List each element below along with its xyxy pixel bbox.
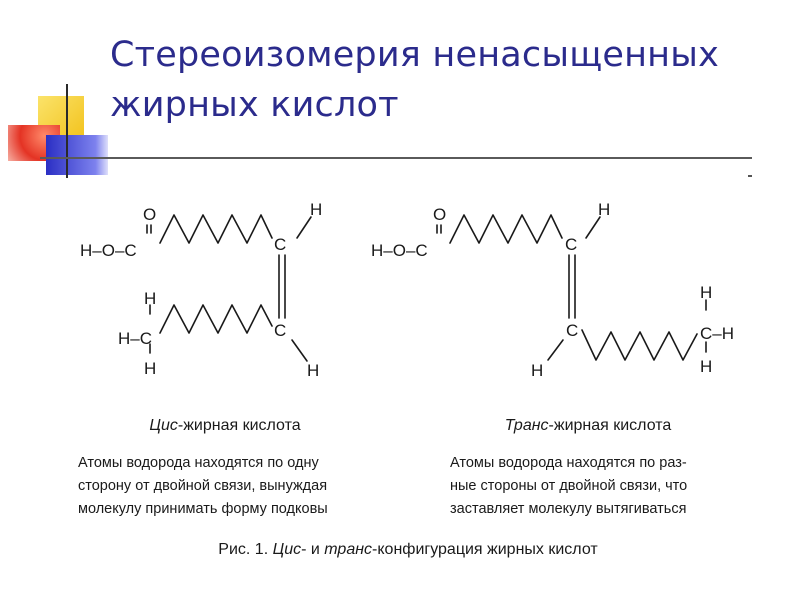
cis-lower-h-bond — [292, 340, 307, 361]
trans-desc-line-1: Атомы водорода находятся по раз- — [450, 455, 687, 471]
trans-ch3-h-top: H — [700, 283, 713, 302]
cis-desc-line-2: сторону от двойной связи, вынуждая — [78, 478, 328, 494]
trans-c1-label: C — [565, 235, 578, 254]
trans-desc-line-3: заставляет молекулу вытягиваться — [450, 501, 687, 517]
trans-upper-h-bond — [586, 217, 600, 238]
slide-title: Стереоизомерия ненасыщенных жирных кислот — [110, 35, 720, 125]
trans-upper-chain — [450, 215, 562, 243]
cis-ch3-label: H–C — [118, 329, 153, 348]
cis-o-label: O — [143, 205, 157, 224]
trans-c2-label: C — [566, 321, 579, 340]
trans-ch3-h-bottom: H — [700, 357, 713, 376]
cis-h-lower-label: H — [307, 361, 320, 380]
cis-upper-h-bond — [297, 217, 311, 238]
trans-hoc-label: H–O–C — [371, 241, 428, 260]
caption-prefix: Рис. 1. — [218, 541, 273, 558]
cis-name-italic: Цис — [149, 417, 178, 434]
trans-name — [505, 417, 672, 434]
cis-lower-chain — [160, 305, 272, 333]
caption-suffix: -конфигурация жирных кислот — [372, 541, 598, 558]
caption-middle: - и — [301, 541, 325, 558]
cis-upper-chain — [160, 215, 272, 243]
trans-ch3-label: C–H — [700, 324, 735, 343]
trans-lower-h-bond — [548, 340, 563, 360]
trans-desc-line-2: ные стороны от двойной связи, что — [450, 478, 688, 494]
cis-c2-label: C — [274, 321, 287, 340]
cis-h-upper-label: H — [310, 200, 323, 219]
trans-name-italic: Транс — [504, 417, 549, 434]
trans-o-label: O — [433, 205, 447, 224]
cis-desc-line-1: Атомы водорода находятся по одну — [78, 455, 319, 471]
cis-desc-line-3: молекулу принимать форму подковы — [78, 501, 328, 517]
cis-name-rest: -жирная кислота — [177, 417, 301, 434]
figure-caption — [218, 541, 598, 558]
trans-name-rest: -жирная кислота — [548, 417, 672, 434]
trans-h-lower-label: H — [531, 361, 544, 380]
cis-hoc-label: H–O–C — [80, 241, 137, 260]
cis-ch3-h-bottom: H — [144, 359, 157, 378]
cis-ch3-h-top: H — [144, 289, 157, 308]
caption-cis: Цис — [272, 541, 302, 558]
cis-c1-label: C — [274, 235, 287, 254]
trans-h-upper-label: H — [598, 200, 611, 219]
trans-lower-chain — [582, 330, 697, 360]
caption-trans: транс — [324, 541, 373, 558]
cis-name — [149, 417, 300, 434]
